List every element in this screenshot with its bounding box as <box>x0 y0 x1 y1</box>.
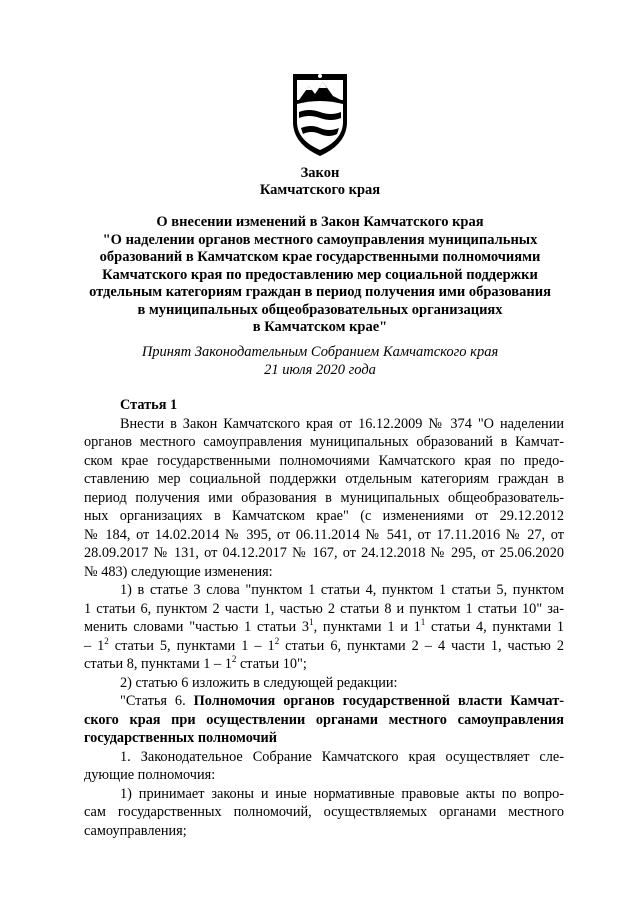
article-6-part-1-line: дующие полномочия: <box>84 767 216 783</box>
paragraph-line: № 184, от 14.02.2014 № 395, от 06.11.2014 № 541, от 17.11.2016 № 27, от <box>84 526 564 543</box>
amendment-item-1-line <box>84 655 564 674</box>
subject-line: отдельным категориям граждан в период получения ими образования <box>89 284 551 300</box>
article-6-title: ского края при осуществлении органами местного самоуправления <box>84 711 564 728</box>
subject-line: Камчатского края по предоставлению мер социальной поддержки <box>102 266 538 283</box>
adoption-note <box>70 343 570 379</box>
article-6-title: Полномочия органов государственной власти Камчат- <box>193 693 564 709</box>
text-run: статьи 6, пунктами 2 – 4 части 1, частью 2 <box>279 637 564 654</box>
article-heading: Статья 1 <box>120 397 178 413</box>
article-1 <box>84 396 564 840</box>
subject-line: в Камчатском крае" <box>252 319 388 335</box>
text-run: статьи 5, пунктами 1 – 1 <box>108 637 275 654</box>
text-run: статьи 10"; <box>236 656 307 672</box>
paragraph-line: 28.09.2017 № 131, от 04.12.2017 № 167, от 24.12.2018 № 295, от 25.06.2020 <box>84 545 564 561</box>
text-run: статьи 8, пунктами 1 – 1 <box>84 656 232 672</box>
superscript: 2 <box>104 635 109 646</box>
superscript: 2 <box>231 654 237 665</box>
subject-line: в муниципальных общеобразовательных организациях <box>137 301 503 318</box>
paragraph-line: ных организациях в Камчатском крае" (с изменениями от 29.12.2012 <box>84 508 564 524</box>
article-6-item-1-line: самоуправления; <box>84 822 187 839</box>
article-6-item-1: 1) принимает законы и иные нормативные правовые акты по вопро- <box>120 785 564 802</box>
text-run: – 1 <box>84 637 105 654</box>
amendment-item-1-line: 1 статьи 6, пунктом 2 части 1, частью 2 статьи 8 и пунктом 1 статьи 10" за- <box>84 600 564 617</box>
text-run: менить словами "частью 1 статьи 3 <box>84 619 310 635</box>
article-6-label: "Статья 6. <box>120 693 186 709</box>
paragraph-line: ставлению мер социальной поддержки отдельным категориям граждан в <box>84 471 564 487</box>
adoption-date: 21 июля 2020 года <box>264 362 376 378</box>
paragraph-line: ском крае государственными полномочиями Камчатского края по предо- <box>84 452 564 469</box>
article-6-title-line <box>84 711 564 730</box>
paragraph-line: № 483) следующие изменения: <box>84 563 273 580</box>
text-run: статьи 4, пунктами 1 <box>425 619 564 635</box>
amendment-item-1: 1) в статье 3 слова "пунктом 1 статьи 4, пунктом 1 статьи 5, пунктом <box>120 582 564 598</box>
kamchatka-coat-of-arms-icon <box>289 70 351 158</box>
article-6-heading <box>84 692 564 711</box>
subject-line: "О наделении органов местного самоуправления муниципальных <box>102 231 538 248</box>
article-6-title: государственных полномочий <box>84 730 278 746</box>
article-6-item-1-line: сам государственных полномочий, осуществляемых органами местного <box>84 804 564 820</box>
article-6-part-1: 1. Законодательное Собрание Камчатского края осуществляет сле- <box>120 748 564 765</box>
text-run: , пунктами 1 и 1 <box>313 619 421 635</box>
subject-line: образований в Камчатском крае государственными полномочиями <box>99 249 541 265</box>
amendment-item-1-line <box>84 618 564 637</box>
amendment-item-2: 2) статью 6 изложить в следующей редакции: <box>120 674 398 691</box>
superscript: 1 <box>309 617 314 628</box>
issuing-region: Камчатского края <box>259 182 381 198</box>
paragraph-line: органов местного самоуправления муниципальных образований в Камчат- <box>84 434 564 450</box>
superscript: 1 <box>420 617 426 628</box>
subject-line: О внесении изменений в Закон Камчатского края <box>156 214 484 230</box>
law-subject <box>70 214 570 337</box>
document-type: Закон <box>300 165 340 181</box>
amendment-item-1-line <box>84 637 564 656</box>
superscript: 2 <box>274 635 280 646</box>
paragraph-line: Внести в Закон Камчатского края от 16.12.2009 № 374 "О наделении <box>120 415 564 432</box>
article-6-title-line <box>84 729 564 748</box>
paragraph-line: период получения ими образования в муниципальных общеобразователь- <box>84 489 564 506</box>
adoption-body: Принят Законодательным Собранием Камчатского края <box>141 344 499 360</box>
